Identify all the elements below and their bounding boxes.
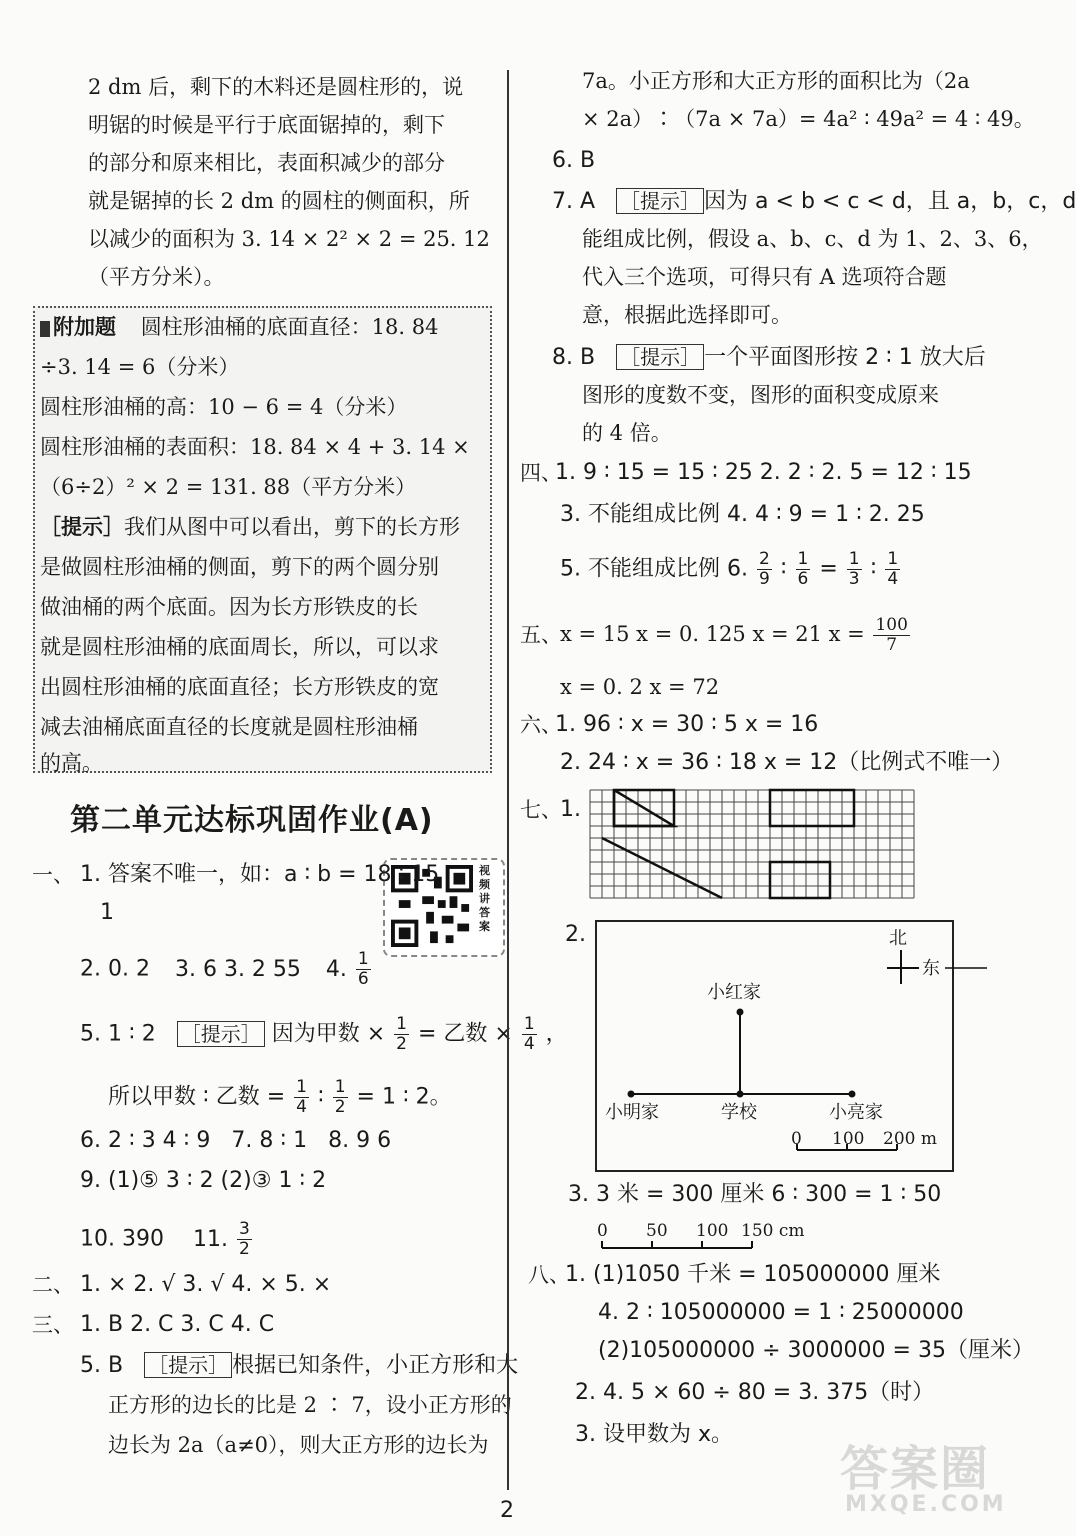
answer-line: 9. (1)⑤ 3 ∶ 2 (2)③ 1 ∶ 2 xyxy=(80,1168,327,1193)
answer-line: 图形的度数不变，图形的面积变成原来 xyxy=(582,383,939,407)
fraction: $\frac{1}{6}$ xyxy=(797,549,809,589)
answer-line: 所以甲数 ∶ 乙数 = $\frac{1}{4}$ ∶ $\frac{1}{2}$ = 1 ∶ 2。 xyxy=(108,1077,452,1117)
hint-text: 我们从图中可以看出，剪下的长方形 xyxy=(124,515,460,539)
extra-line: （6÷2）² × 2 = 131. 88（平方分米） xyxy=(40,475,417,499)
answer-line: 正方形的边长的比是 2 ∶ 7，设小正方形的 xyxy=(108,1393,512,1417)
text-line: 2 dm 后，剩下的木料还是圆柱形的，说 xyxy=(88,75,464,99)
answer-line: 1 xyxy=(100,900,114,925)
section-5-label: 五、 xyxy=(520,623,562,647)
scale-label: 100 xyxy=(832,1129,865,1149)
answer-line: (2)105000000 ÷ 3000000 = 35（厘米） xyxy=(598,1338,1034,1363)
text-line: （平方分米）。 xyxy=(88,265,225,289)
watermark-logo xyxy=(840,1430,1007,1525)
extra-label: 附加题 xyxy=(53,315,116,339)
hint-line xyxy=(40,512,460,542)
text-line: 就是锯掉的长 2 dm 的圆柱的侧面积，所 xyxy=(88,189,470,213)
answer-line: x = 15 x = 0. 125 x = 21 x = $\frac{100}{7}$ xyxy=(560,615,908,655)
section-2-label: 二、 xyxy=(32,1273,74,1297)
answer-line: × 2a）∶（7a × 7a）= 4a² ∶ 49a² = 4 ∶ 49。 xyxy=(582,107,1035,131)
column-divider xyxy=(507,70,509,1490)
fraction: $\frac{1}{4}$ xyxy=(887,549,899,589)
answer-item: 2. 0. 2 xyxy=(80,956,150,982)
answer-line: 6. B xyxy=(552,148,596,173)
page-title: 第二单元达标巩固作业(A) xyxy=(70,803,434,838)
answer-line: 3. 不能组成比例 4. 4 ∶ 9 = 1 ∶ 2. 25 xyxy=(560,502,925,527)
answer-line: 代入三个选项，可得只有 A 选项符合题 xyxy=(582,265,947,289)
north-label: 北 xyxy=(889,928,907,949)
question-number: 1. xyxy=(560,797,581,822)
extra-line: 圆柱形油桶的底面直径：18. 84 xyxy=(140,315,439,339)
east-label: 东 xyxy=(922,958,940,979)
answer-line: 6. 2 ∶ 3 4 ∶ 9 7. 8 ∶ 1 8. 9 6 xyxy=(80,1128,392,1153)
hint-label: ［提示］ xyxy=(40,514,124,539)
answer-line: 3. 3 米 = 300 厘米 6 ∶ 300 = 1 ∶ 50 xyxy=(568,1182,942,1207)
map-label-xiaoliang: 小亮家 xyxy=(829,1102,883,1123)
watermark-text: 答案圈 xyxy=(840,1441,991,1497)
answer-line: 意，根据此选择即可。 xyxy=(582,303,792,327)
qr-label: 视频讲答案 xyxy=(479,864,490,933)
answer-line: 1. 96 ∶ x = 30 ∶ 5 x = 16 xyxy=(555,712,819,737)
answer-line: 8. B ［提示］ 一个平面图形按 2 ∶ 1 放大后 xyxy=(552,345,986,370)
answer-line xyxy=(80,950,373,989)
fraction: $\frac{1}{4}$ xyxy=(523,1014,535,1054)
section-7-label: 七、 xyxy=(520,798,562,822)
fraction: $\frac{1}{6}$ xyxy=(357,949,369,989)
fraction: $\frac{2}{9}$ xyxy=(758,549,770,589)
fraction: $\frac{1}{2}$ xyxy=(334,1077,346,1117)
answer-line: 5. 不能组成比例 6. $\frac{2}{9}$ ∶ $\frac{1}{6}$ = $\frac{1}{3}$ ∶ $\frac{1}{4}$ xyxy=(560,549,899,589)
answer-line: 10. 390 11. $\frac{3}{2}$ xyxy=(80,1219,250,1259)
answer-line: 边长为 2a（a≠0），则大正方形的边长为 xyxy=(108,1433,489,1457)
hint-line: 就是圆柱形油桶的底面周长，所以，可以求 xyxy=(40,635,439,659)
page-number: 2 xyxy=(500,1498,514,1523)
scale-bar-line xyxy=(600,1238,760,1250)
hint-label: ［提示］ xyxy=(616,188,704,214)
answer-line: 的 4 倍。 xyxy=(582,421,672,445)
map-label-school: 学校 xyxy=(721,1102,757,1123)
answer-line: 2. 4. 5 × 60 ÷ 80 = 3. 375（时） xyxy=(575,1380,935,1405)
fraction: $\frac{1}{3}$ xyxy=(848,549,860,589)
section-4-label: 四、 xyxy=(520,461,562,485)
map-label-xiaohong: 小红家 xyxy=(707,982,761,1003)
extra-line: 圆柱形油桶的表面积：18. 84 × 4 + 3. 14 × xyxy=(40,435,470,459)
question-number: 2. xyxy=(565,922,586,947)
location-map xyxy=(595,920,954,1172)
text-line: 明锯的时候是平行于底面锯掉的，剩下 xyxy=(88,113,445,137)
fraction: $\frac{3}{2}$ xyxy=(238,1219,250,1259)
section-8-label: 八、 xyxy=(528,1263,570,1287)
answer-line: x = 0. 2 x = 72 xyxy=(560,675,720,699)
answer-line: 5. 1 ∶ 2 ［提示］ 因为甲数 × $\frac{1}{2}$ = 乙数 × $\frac{1}{4}$ ， xyxy=(80,1014,568,1054)
hint-line: 做油桶的两个底面。因为长方形铁皮的长 xyxy=(40,595,418,619)
scale-label: 0 xyxy=(791,1129,802,1149)
hint-line: 减去油桶底面直径的长度就是圆柱形油桶 xyxy=(40,715,418,739)
hint-label: ［提示］ xyxy=(616,344,704,370)
scale-label: 50 xyxy=(646,1221,668,1241)
text-line: 以减少的面积为 3. 14 × 2² × 2 = 25. 12 xyxy=(88,227,490,251)
hint-label: ［提示］ xyxy=(144,1352,232,1378)
scale-label: 100 xyxy=(696,1221,729,1241)
answer-line: 1. 9 ∶ 15 = 15 ∶ 25 2. 2 ∶ 2. 5 = 12 ∶ 15 xyxy=(555,460,972,485)
extra-line: ÷3. 14 = 6（分米） xyxy=(40,355,240,379)
text-line: 的部分和原来相比，表面积减少的部分 xyxy=(88,151,445,175)
map-label-xiaoming: 小明家 xyxy=(605,1102,659,1123)
hint-line: 的高。 xyxy=(40,751,103,775)
scale-label: 150 cm xyxy=(741,1221,805,1241)
hint-line: 是做圆柱形油桶的侧面，剪下的两个圆分别 xyxy=(40,555,439,579)
section-3-label: 三、 xyxy=(32,1313,74,1337)
scale-label: 200 m xyxy=(883,1129,937,1149)
answer-line: 1. (1)1050 千米 = 105000000 厘米 xyxy=(565,1262,941,1287)
watermark-url: MXQE.COM xyxy=(845,1492,1007,1517)
fraction: $\frac{1}{2}$ xyxy=(396,1014,407,1054)
section-1-label: 一、 xyxy=(32,863,74,887)
answer-item: 3. 6 3. 2 55 xyxy=(174,956,301,982)
fraction: $\frac{1}{4}$ xyxy=(296,1077,307,1117)
answer-item: 4. xyxy=(325,956,347,982)
answer-line: 5. B ［提示］ 根据已知条件，小正方形和大 xyxy=(80,1353,519,1378)
pencil-icon xyxy=(40,321,50,337)
extra-question-heading xyxy=(40,312,438,342)
answer-line: 4. 2 ∶ 105000000 = 1 ∶ 25000000 xyxy=(598,1300,964,1325)
section-6-label: 六、 xyxy=(520,713,562,737)
answer-line: 能组成比例，假设 a、b、c、d 为 1、2、3、6， xyxy=(582,227,1043,251)
extra-line: 圆柱形油桶的高：10 − 6 = 4（分米） xyxy=(40,395,408,419)
answer-line: 7. A ［提示］ 因为 a < b < c < d，且 a，b，c，d xyxy=(552,189,1076,214)
answer-line: 3. 设甲数为 x。 xyxy=(575,1422,733,1447)
fraction: $\frac{100}{7}$ xyxy=(875,615,908,655)
scale-label: 0 xyxy=(597,1221,608,1241)
answer-line: 1. 答案不唯一，如：a ∶ b = 18 ∶ 15 xyxy=(80,862,440,887)
grid-drawing xyxy=(590,790,918,902)
answer-line: 2. 24 ∶ x = 36 ∶ 18 x = 12（比例式不唯一） xyxy=(560,750,1014,775)
answer-line: 7a。小正方形和大正方形的面积比为（2a xyxy=(582,69,970,93)
hint-label: ［提示］ xyxy=(177,1021,265,1047)
answer-line: 1. × 2. √ 3. √ 4. × 5. × xyxy=(80,1272,332,1297)
hint-line: 出圆柱形油桶的底面直径；长方形铁皮的宽 xyxy=(40,675,439,699)
answer-line: 1. B 2. C 3. C 4. C xyxy=(80,1312,275,1337)
